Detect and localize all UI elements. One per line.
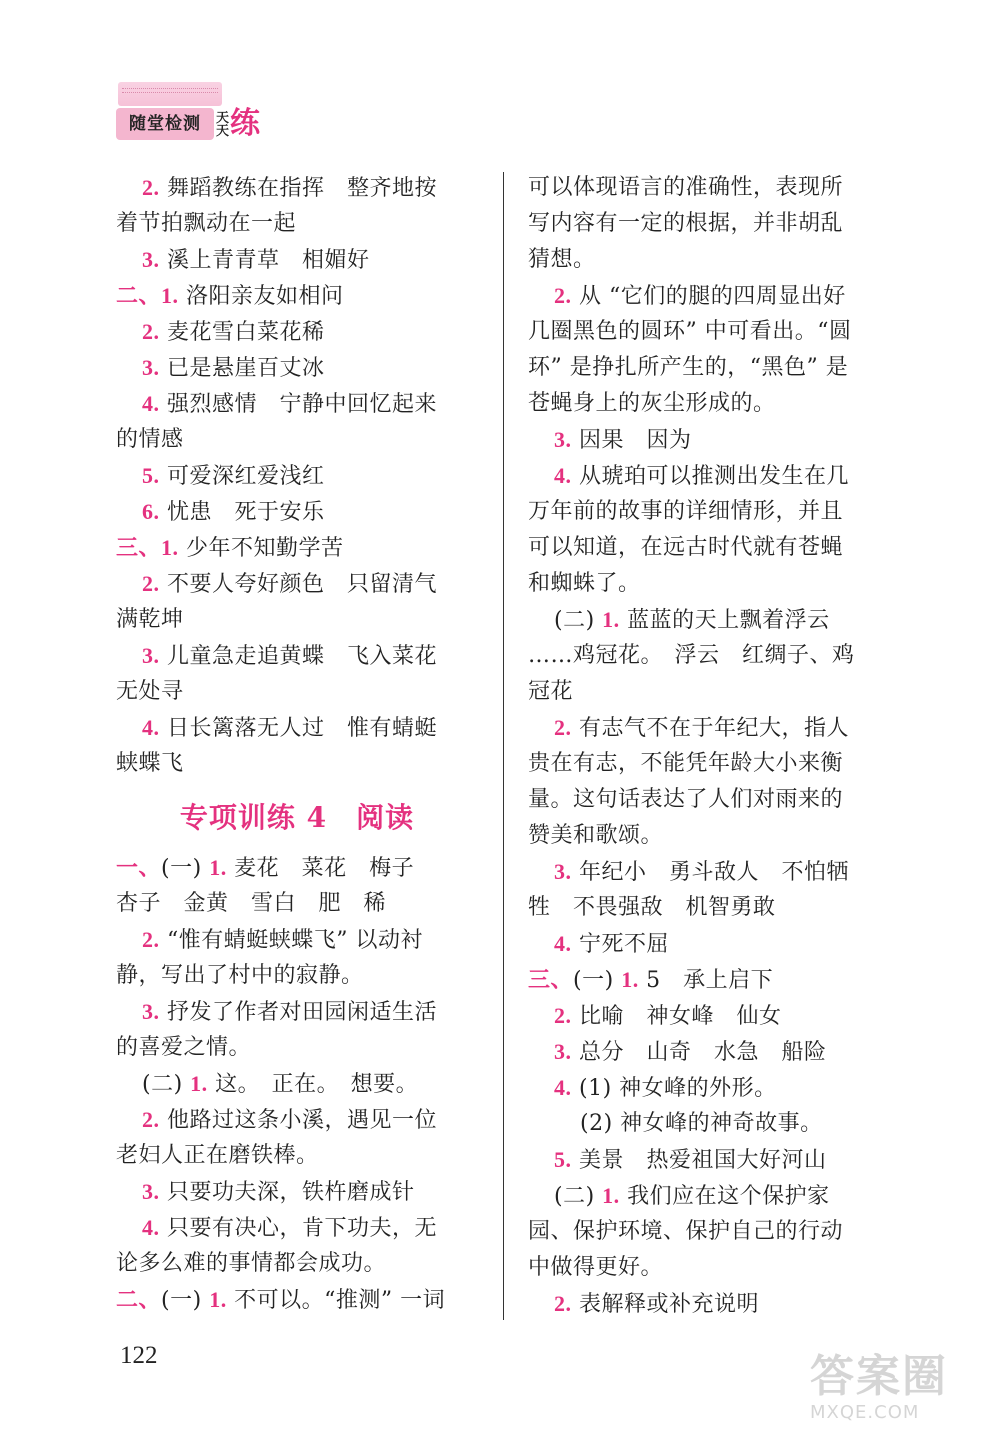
watermark-url-text: MXQE.COM — [810, 1402, 920, 1423]
answer-text: 从 “它们的腿的四周显出好 — [571, 284, 846, 309]
section-number: 一、 — [116, 855, 162, 881]
watermark — [810, 1352, 990, 1436]
answer-text: 园、保护环境、保护自己的行动 — [528, 1219, 844, 1244]
answer-text: 蛱蝶飞 — [116, 751, 184, 776]
answer-line — [528, 1250, 890, 1286]
item-number: 4. — [554, 931, 572, 956]
answer-text: (2) 神女峰的神奇故事。 — [580, 1111, 823, 1136]
answer-line — [116, 674, 478, 710]
item-number: 5. — [554, 1147, 572, 1172]
item-number: 1. — [602, 1183, 620, 1208]
answer-line — [116, 710, 478, 746]
answer-text: 宁死不屈 — [571, 932, 669, 957]
answer-text: 量。这句话表达了人们对雨来的 — [528, 787, 844, 812]
left-answer-column — [116, 170, 478, 1318]
answer-text: 不要人夸好颜色 只留清气 — [159, 572, 437, 597]
answer-text: ……鸡冠花。 浮云 红绸子、鸡 — [528, 643, 855, 668]
answer-text: 忧患 死于安乐 — [159, 500, 325, 525]
answer-line — [528, 926, 890, 962]
answer-line — [528, 746, 890, 782]
answer-text: (二) — [554, 608, 603, 633]
answer-text: 和蜘蛛了。 — [528, 571, 641, 596]
answer-line — [528, 458, 890, 494]
item-number: 2. — [554, 1291, 572, 1316]
answer-text: 表解释或补充说明 — [571, 1292, 759, 1317]
answer-line — [116, 386, 478, 422]
answer-line — [528, 566, 890, 602]
answer-line — [116, 1138, 478, 1174]
item-number: 4. — [554, 1075, 572, 1100]
item-number: 3. — [142, 355, 160, 380]
answer-line — [116, 494, 478, 530]
item-number: 2. — [142, 1107, 160, 1132]
answer-text: 静，写出了村中的寂静。 — [116, 963, 364, 988]
answer-text: 牲 不畏强敌 机智勇敢 — [528, 895, 776, 920]
answer-text: 着节拍飘动在一起 — [116, 211, 297, 236]
item-number: 3. — [554, 1039, 572, 1064]
answer-text: 的喜爱之情。 — [116, 1035, 252, 1060]
answer-text: 比喻 神女峰 仙女 — [571, 1004, 782, 1029]
answer-line — [528, 314, 890, 350]
answer-text: 只要功夫深，铁杵磨成针 — [159, 1180, 415, 1205]
answer-text: 麦花 菜花 梅子 — [226, 856, 415, 881]
answer-line — [528, 1178, 890, 1214]
answer-line — [528, 638, 890, 674]
answer-text: 写内容有一定的根据，并非胡乱 — [528, 211, 844, 236]
item-number: 1. — [621, 967, 639, 992]
answer-text: 猜想。 — [528, 247, 596, 272]
answer-text: 溪上青青草 相媚好 — [159, 248, 370, 273]
answer-line — [528, 674, 890, 710]
logo-tiantian-text: 天天 — [216, 111, 230, 139]
item-number: 2. — [142, 175, 160, 200]
answer-line — [116, 1246, 478, 1282]
answer-line — [528, 1070, 890, 1106]
answer-text: 冠花 — [528, 679, 574, 704]
answer-line — [528, 494, 890, 530]
item-number: 1. — [209, 855, 227, 880]
item-number: 3. — [142, 999, 160, 1024]
answer-text: 蓝蓝的天上飘着浮云 — [619, 608, 830, 633]
answer-line — [116, 850, 478, 886]
logo-decorative-strip — [118, 82, 222, 106]
item-number: 4. — [142, 391, 160, 416]
item-number: 3. — [142, 247, 160, 272]
answer-line — [116, 602, 478, 638]
answer-text: 舞蹈教练在指挥 整齐地按 — [159, 176, 437, 201]
answer-line — [528, 422, 890, 458]
watermark-logo-text: 答案圈 — [810, 1351, 948, 1402]
answer-line — [528, 818, 890, 854]
answer-text: 赞美和歌颂。 — [528, 823, 664, 848]
answer-text: 从琥珀可以推测出发生在几 — [571, 464, 849, 489]
answer-line — [116, 242, 478, 278]
answer-text: 环” 是挣扎所产生的，“黑色” 是 — [528, 355, 849, 380]
answer-text: 贵在有志，不能凭年龄大小来衡 — [528, 751, 844, 776]
answer-text: 论多么难的事情都会成功。 — [116, 1251, 387, 1276]
answer-line — [116, 886, 478, 922]
answer-text: 抒发了作者对田园闲适生活 — [159, 1000, 437, 1025]
answer-line — [528, 710, 890, 746]
logo-lian-text: 练 — [230, 106, 260, 141]
answer-line — [116, 350, 478, 386]
section-number: 二、 — [116, 1287, 162, 1313]
answer-text: 麦花雪白菜花稀 — [159, 320, 325, 345]
answer-text: 可爱深红爱浅红 — [159, 464, 325, 489]
answer-line — [116, 170, 478, 206]
item-number: 4. — [554, 463, 572, 488]
answer-text: 中做得更好。 — [528, 1255, 664, 1280]
answer-text: 儿童急走追黄蝶 飞入菜花 — [159, 644, 437, 669]
item-number: 1. — [161, 535, 179, 560]
answer-text: 老妇人正在磨铁棒。 — [116, 1143, 319, 1168]
answer-line — [116, 1282, 478, 1318]
answer-line — [528, 854, 890, 890]
answer-text: 日长篱落无人过 惟有蜻蜓 — [159, 716, 437, 741]
answer-text: 5 承上启下 — [638, 968, 774, 993]
answer-text: “惟有蜻蜓蛱蝶飞” 以动衬 — [159, 928, 423, 953]
answer-text: 美景 热爱祖国大好河山 — [571, 1148, 827, 1173]
item-number: 1. — [209, 1287, 227, 1312]
answer-line — [116, 530, 478, 566]
answer-text: 因果 因为 — [571, 428, 692, 453]
answer-text: 满乾坤 — [116, 607, 184, 632]
answer-text: (二) — [554, 1184, 603, 1209]
item-number: 3. — [554, 859, 572, 884]
answer-text: 已是悬崖百丈冰 — [159, 356, 325, 381]
answer-line — [528, 602, 890, 638]
answer-text: 苍蝇身上的灰尘形成的。 — [528, 391, 776, 416]
item-number: 3. — [142, 643, 160, 668]
answer-line — [116, 206, 478, 242]
answer-line — [116, 566, 478, 602]
page-number: 122 — [120, 1342, 158, 1369]
section-title: 专项训练 4 阅读 — [179, 801, 415, 834]
answer-text: 洛阳亲友如相问 — [178, 284, 344, 309]
answer-line — [116, 1174, 478, 1210]
item-number: 2. — [554, 715, 572, 740]
answer-line — [528, 350, 890, 386]
answer-text: 总分 山奇 水急 船险 — [571, 1040, 827, 1065]
answer-text: 不可以。“推测” 一词 — [226, 1288, 446, 1313]
answer-text: 杏子 金黄 雪白 肥 稀 — [116, 891, 387, 916]
answer-line — [116, 1030, 478, 1066]
item-number: 2. — [142, 571, 160, 596]
right-answer-column — [528, 170, 890, 1322]
answer-line — [528, 170, 890, 206]
answer-text: (一) — [573, 968, 622, 993]
answer-line — [116, 1102, 478, 1138]
item-number: 2. — [554, 283, 572, 308]
answer-line — [116, 422, 478, 458]
answer-text: (一) — [161, 1288, 210, 1313]
answer-text: 可以知道，在远古时代就有苍蝇 — [528, 535, 844, 560]
answer-line — [116, 1066, 478, 1102]
answer-text: 可以体现语言的准确性，表现所 — [528, 175, 844, 200]
answer-text: 有志气不在于年纪大，指人 — [571, 716, 849, 741]
answer-text: 这。 正在。 想要。 — [207, 1072, 419, 1097]
answer-text: 只要有决心，肯下功夫，无 — [159, 1216, 437, 1241]
answer-text: (二) — [142, 1072, 191, 1097]
answer-line — [116, 278, 478, 314]
answer-text: (一) — [161, 856, 210, 881]
answer-line — [528, 242, 890, 278]
answer-text: 强烈感情 宁静中回忆起来 — [159, 392, 437, 417]
answer-text: 我们应在这个保护家 — [619, 1184, 830, 1209]
section-number: 三、 — [116, 535, 162, 561]
answer-line — [116, 994, 478, 1030]
item-number: 2. — [142, 319, 160, 344]
item-number: 3. — [554, 427, 572, 452]
item-number: 1. — [602, 607, 620, 632]
item-number: 2. — [142, 927, 160, 952]
answer-line — [528, 206, 890, 242]
header-logo — [116, 82, 266, 148]
column-divider — [503, 172, 504, 1320]
answer-text: 少年不知勤学苦 — [178, 536, 344, 561]
answer-text: 万年前的故事的详细情形，并且 — [528, 499, 844, 524]
item-number: 5. — [142, 463, 160, 488]
answer-text: 年纪小 勇斗敌人 不怕牺 — [571, 860, 849, 885]
logo-main-text: 随堂检测 — [116, 108, 214, 140]
item-number: 6. — [142, 499, 160, 524]
answer-line — [116, 458, 478, 494]
answer-line — [116, 638, 478, 674]
item-number: 4. — [142, 715, 160, 740]
answer-line — [528, 998, 890, 1034]
answer-line — [528, 530, 890, 566]
answer-line — [116, 1210, 478, 1246]
answer-line — [528, 1214, 890, 1250]
answer-line — [116, 314, 478, 350]
answer-line — [116, 922, 478, 958]
section-number: 二、 — [116, 283, 162, 309]
item-number: 4. — [142, 1215, 160, 1240]
item-number: 1. — [190, 1071, 208, 1096]
answer-line — [528, 782, 890, 818]
item-number: 2. — [554, 1003, 572, 1028]
answer-text: 无处寻 — [116, 679, 184, 704]
answer-line — [528, 278, 890, 314]
item-number: 3. — [142, 1179, 160, 1204]
item-number: 1. — [161, 283, 179, 308]
answer-text: (1) 神女峰的外形。 — [571, 1076, 777, 1101]
answer-text: 几圈黑色的圆环” 中可看出。“圆 — [528, 319, 852, 344]
section-number: 三、 — [528, 967, 574, 993]
answer-line — [528, 962, 890, 998]
answer-line — [116, 958, 478, 994]
answer-text: 的情感 — [116, 427, 184, 452]
answer-line — [528, 1034, 890, 1070]
answer-line — [116, 746, 478, 782]
answer-line — [528, 1106, 890, 1142]
answer-line — [528, 386, 890, 422]
answer-line — [528, 1286, 890, 1322]
answer-line — [528, 890, 890, 926]
answer-text: 他路过这条小溪，遇见一位 — [159, 1108, 437, 1133]
answer-line — [528, 1142, 890, 1178]
